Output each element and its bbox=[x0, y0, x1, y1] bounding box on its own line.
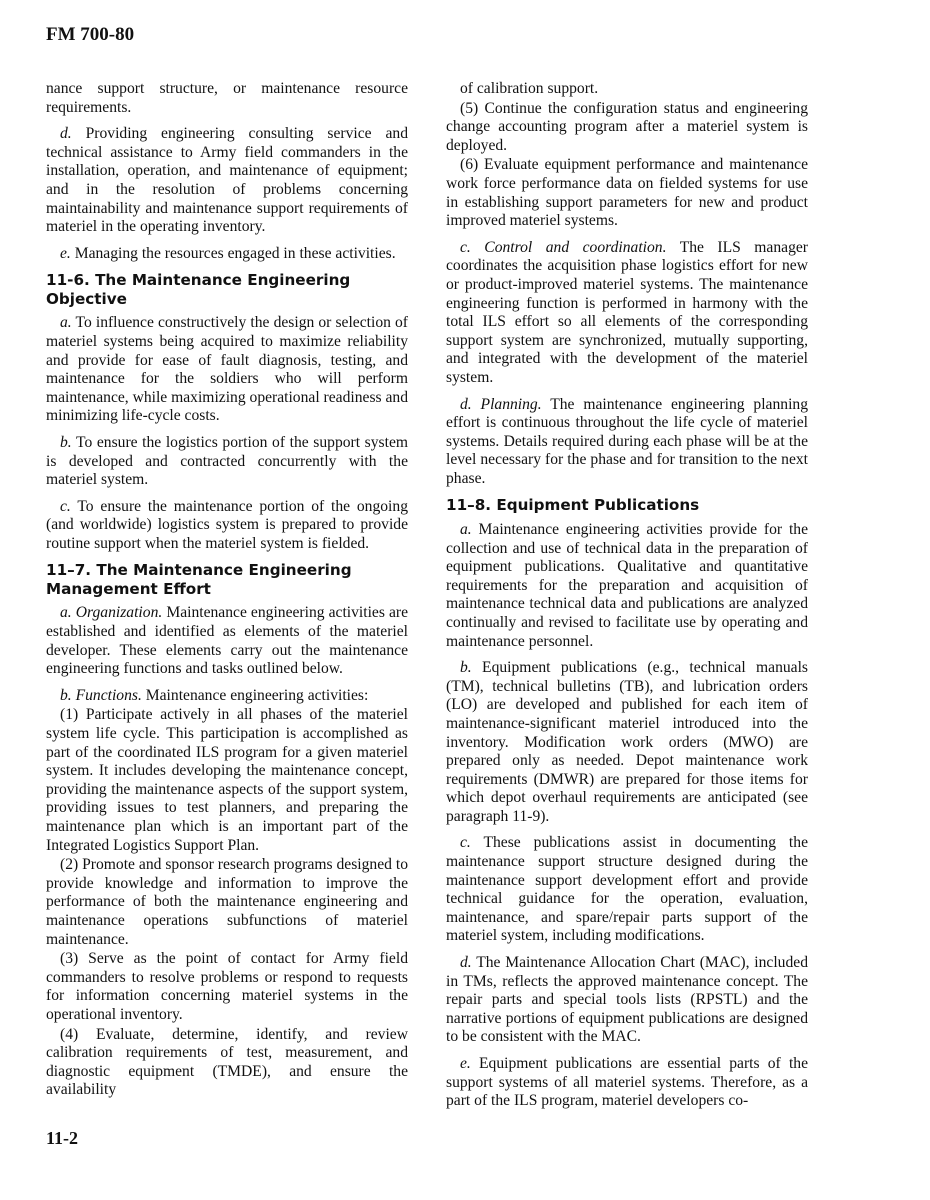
paragraph-text: Maintenance engineering activities: bbox=[141, 686, 369, 704]
section-heading: 11-6. The Maintenance Engineering Objective bbox=[46, 271, 351, 308]
paragraph bbox=[446, 954, 808, 1047]
paragraph-label: b. Functions. bbox=[60, 686, 142, 704]
paragraph: nance support structure, or maintenance resource requirements. bbox=[46, 80, 408, 116]
paragraph-label: d. Planning. bbox=[460, 395, 542, 413]
section-heading: 11–8. Equipment Publications bbox=[446, 496, 700, 515]
paragraph-text: To ensure the logistics portion of the support system is developed and contracted concurrently with the materiel system. bbox=[46, 433, 408, 489]
list-item: (3) Serve as the point of contact for Army field commanders to resolve problems or respond to requests for information concerning materiel systems in the operational inventory. bbox=[46, 950, 408, 1023]
paragraph-text: These publications assist in documenting the maintenance support structure designed during the maintenance support development effort and provide technical guidance for the operation, evaluation, maintenance, and spare/repair parts support of the materiel system, including modifications. bbox=[446, 834, 808, 945]
paragraph-label: d. bbox=[60, 125, 72, 143]
paragraph-text: Equipment publications are essential parts of the support systems of all materiel systems. Therefore, as a part of the ILS program, materiel developers co- bbox=[446, 1055, 808, 1110]
paragraph-label: a. bbox=[460, 520, 472, 538]
paragraph bbox=[46, 498, 408, 554]
list-item: (5) Continue the configuration status and engineering change accounting program after a materiel system is deployed. bbox=[446, 99, 808, 154]
paragraph-label: a. Organization. bbox=[60, 604, 163, 622]
paragraph: of calibration support. bbox=[460, 80, 599, 97]
paragraph bbox=[446, 396, 808, 489]
paragraph bbox=[446, 834, 808, 946]
paragraph bbox=[46, 245, 408, 264]
paragraph-text: Maintenance engineering activities are established and identified as elements of the materiel developer. These elements carry out the maintenance engineering functions and tasks outlined below. bbox=[46, 604, 408, 678]
paragraph-label: b. bbox=[460, 659, 472, 677]
list-item: (6) Evaluate equipment performance and maintenance work force performance data on fielded systems for use in establishing support parameters for new and product improved materiel systems. bbox=[446, 156, 808, 230]
paragraph-text: Managing the resources engaged in these activities. bbox=[70, 244, 396, 262]
left-column bbox=[46, 80, 408, 1108]
paragraph-text: Providing engineering consulting service and technical assistance to Army field commanders in the installation, operation, and maintenance of equipment; and in the resolution of problems concerning maintainability and maintenance support requirements of materiel in the operating inventory. bbox=[46, 125, 408, 236]
paragraph-label: a. bbox=[60, 314, 72, 332]
paragraph-label: c. bbox=[60, 497, 71, 515]
paragraph bbox=[46, 687, 408, 706]
list-item: (1) Participate actively in all phases of the materiel system life cycle. This participation is accomplished as part of the coordinated ILS program for a given materiel system. It includes developing the maintenance concept, providing the maintenance aspects of the support system, providing issues to test planners, and preparing the maintenance plan which is an important part of the Integrated Logistics Support Plan. bbox=[46, 706, 408, 854]
paragraph bbox=[446, 521, 808, 651]
paragraph bbox=[46, 314, 408, 426]
paragraph bbox=[446, 239, 808, 388]
paragraph-text: To ensure the maintenance portion of the ongoing (and worldwide) logistics system is prepared to provide routine support when the materiel system is fielded. bbox=[46, 497, 408, 552]
paragraph bbox=[46, 125, 408, 237]
paragraph-text: The Maintenance Allocation Chart (MAC), included in TMs, reflects the approved maintenance concept. The repair parts and special tools lists (RPSTL) and the narrative portions of equipment publications are designed to be consistent with the MAC. bbox=[446, 954, 808, 1046]
list-item: (4) Evaluate, determine, identify, and review calibration requirements of test, measurement, and diagnostic equipment (TMDE), and ensure the availability bbox=[46, 1025, 408, 1099]
section-heading: 11–7. The Maintenance Engineering Management Effort bbox=[46, 561, 352, 598]
paragraph-label: b. bbox=[60, 433, 72, 451]
paragraph-text: To influence constructively the design or selection of materiel systems being acquired to maximize reliability and provide for ease of fault diagnosis, testing, and maintenance for the soldiers who will perform maintenance, while maximizing operational readiness and minimizing life-cycle costs. bbox=[46, 314, 408, 425]
right-column bbox=[446, 80, 808, 1119]
paragraph-label: e. bbox=[60, 244, 71, 262]
paragraph-text: Maintenance engineering activities provide for the collection and use of technical data in the preparation of equipment publications. Qualitative and quantitative requirements for the preparation and acquisition of maintenance technical data and publications are analyzed continually and revised to facilitate use by operating and maintenance personnel. bbox=[446, 520, 808, 650]
paragraph bbox=[46, 434, 408, 490]
paragraph-text: The maintenance engineering planning effort is continuous throughout the life cycle of materiel systems. Details required during each phase will be at the level necessary for the phase and for transition to the next phase. bbox=[446, 395, 809, 487]
paragraph-label: c. bbox=[460, 834, 471, 852]
paragraph-label: e. bbox=[460, 1055, 471, 1072]
paragraph bbox=[46, 604, 408, 678]
running-header: FM 700-80 bbox=[46, 24, 135, 45]
paragraph-label: c. Control and coordination. bbox=[460, 238, 667, 256]
paragraph bbox=[446, 1055, 808, 1111]
paragraph-text: Equipment publications (e.g., technical manuals (TM), technical bulletins (TB), and lubrication orders (LO) are developed and published for each item of maintenance-significant materiel introduced into the inventory. Modification work orders (MWO) are prepared only as needed. Depot maintenance work requirements (DMWR) are prepared for those items for which depot overhaul requirements are anticipated (see paragraph 11-9). bbox=[446, 659, 808, 825]
paragraph-text: The ILS manager coordinates the acquisition phase logistics effort for new or product-improved materiel systems. The maintenance engineering function is performed in harmony with the total ILS effort so all elements of the corresponding support system are synchronized, mutually supporting, and integrated with the development of the materiel system. bbox=[446, 238, 808, 386]
list-item: (2) Promote and sponsor research programs designed to provide knowledge and information to improve the performance of both the maintenance engineering and maintenance operations subfunctions of materiel maintenance. bbox=[46, 856, 408, 948]
paragraph-label: d. bbox=[460, 954, 472, 972]
paragraph bbox=[446, 659, 808, 826]
page-number: 11-2 bbox=[46, 1128, 79, 1148]
